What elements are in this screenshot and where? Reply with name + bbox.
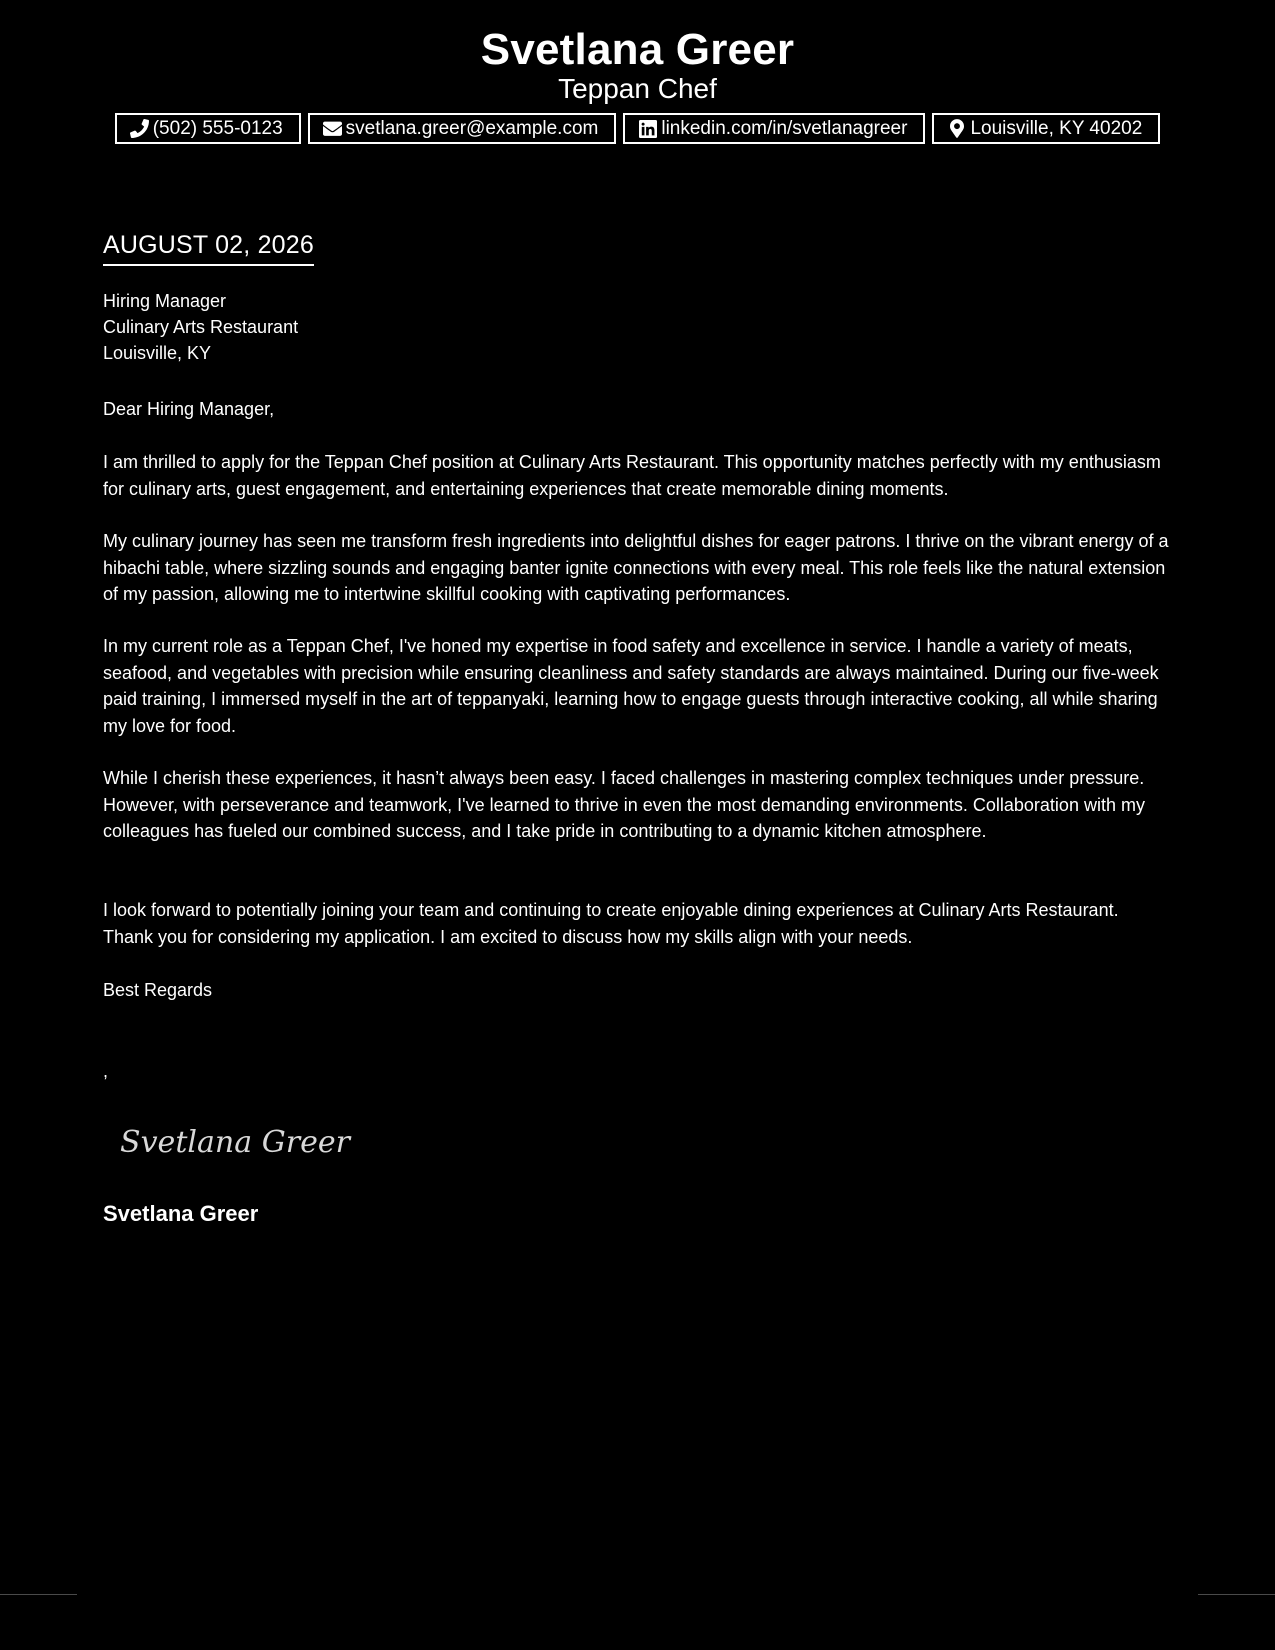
map-pin-icon (947, 119, 967, 139)
closing-comma: , (103, 1061, 109, 1081)
salutation: Dear Hiring Manager, (103, 399, 275, 419)
footer-divider (0, 1594, 77, 1595)
closing: Best Regards (103, 980, 213, 1000)
contact-email[interactable] (308, 113, 617, 144)
contact-location[interactable] (932, 113, 1160, 144)
contact-bar (0, 113, 1275, 144)
contact-linkedin[interactable] (623, 113, 925, 144)
recipient-line: Culinary Arts Restaurant (103, 317, 299, 337)
envelope-icon (323, 119, 343, 139)
body-paragraph: I am thrilled to apply for the Teppan Chef position at Culinary Arts Restaurant. This opportunity matches perfectly with my enthusiasm for culinary arts, guest engagement, and entertaining experiences that create memorable dining moments. (103, 452, 1161, 499)
contact-email-text: svetlana.greer@example.com (345, 117, 599, 139)
body-paragraph: While I cherish these experiences, it hasn’t always been easy. I faced challenges in mastering complex techniques under pressure. However, with perseverance and teamwork, I've learned to thrive in even the most demanding environments. Collaboration with my colleagues has fueled our combined success, and I take pride in contributing to a dynamic kitchen atmosphere. (103, 768, 1145, 841)
body-paragraph: In my current role as a Teppan Chef, I've honed my expertise in food safety and excellence in service. I handle a variety of meats, seafood, and vegetables with precision while ensuring cleanliness and safety standards are always maintained. During our five-week paid training, I immersed myself in the art of teppanyaki, learning how to engage guests through interactive cooking, all while sharing my love for food. (103, 636, 1159, 736)
signer-name: Svetlana Greer (103, 1201, 259, 1226)
contact-linkedin-text: linkedin.com/in/svetlanagreer (661, 117, 908, 139)
phone-icon (130, 119, 150, 139)
recipient-block (103, 288, 1173, 366)
letter-date: AUGUST 02, 2026 (103, 229, 314, 266)
contact-phone-text: (502) 555-0123 (152, 117, 283, 139)
applicant-name: Svetlana Greer (480, 25, 795, 74)
linkedin-icon (638, 119, 658, 139)
body-paragraph: I look forward to potentially joining your team and continuing to create enjoyable dining experiences at Culinary Arts Restaurant. Thank you for considering my application. I am excited to discuss how my skills align with your needs. (103, 900, 1119, 947)
contact-location-text: Louisville, KY 40202 (970, 117, 1143, 139)
signature-text: Svetlana Greer (120, 1125, 352, 1160)
job-title: Teppan Chef (558, 73, 717, 104)
recipient-line: Hiring Manager (103, 291, 227, 311)
footer-divider (1198, 1594, 1275, 1595)
signature-image (118, 1114, 358, 1164)
body-paragraph: My culinary journey has seen me transform fresh ingredients into delightful dishes for eager patrons. I thrive on the vibrant energy of a hibachi table, where sizzling sounds and engaging banter ignite connections with every meal. This role feels like the natural extension of my passion, allowing me to intertwine skillful cooking with captivating performances. (103, 531, 1169, 604)
contact-phone[interactable] (115, 113, 301, 144)
recipient-line: Louisville, KY (103, 343, 212, 363)
